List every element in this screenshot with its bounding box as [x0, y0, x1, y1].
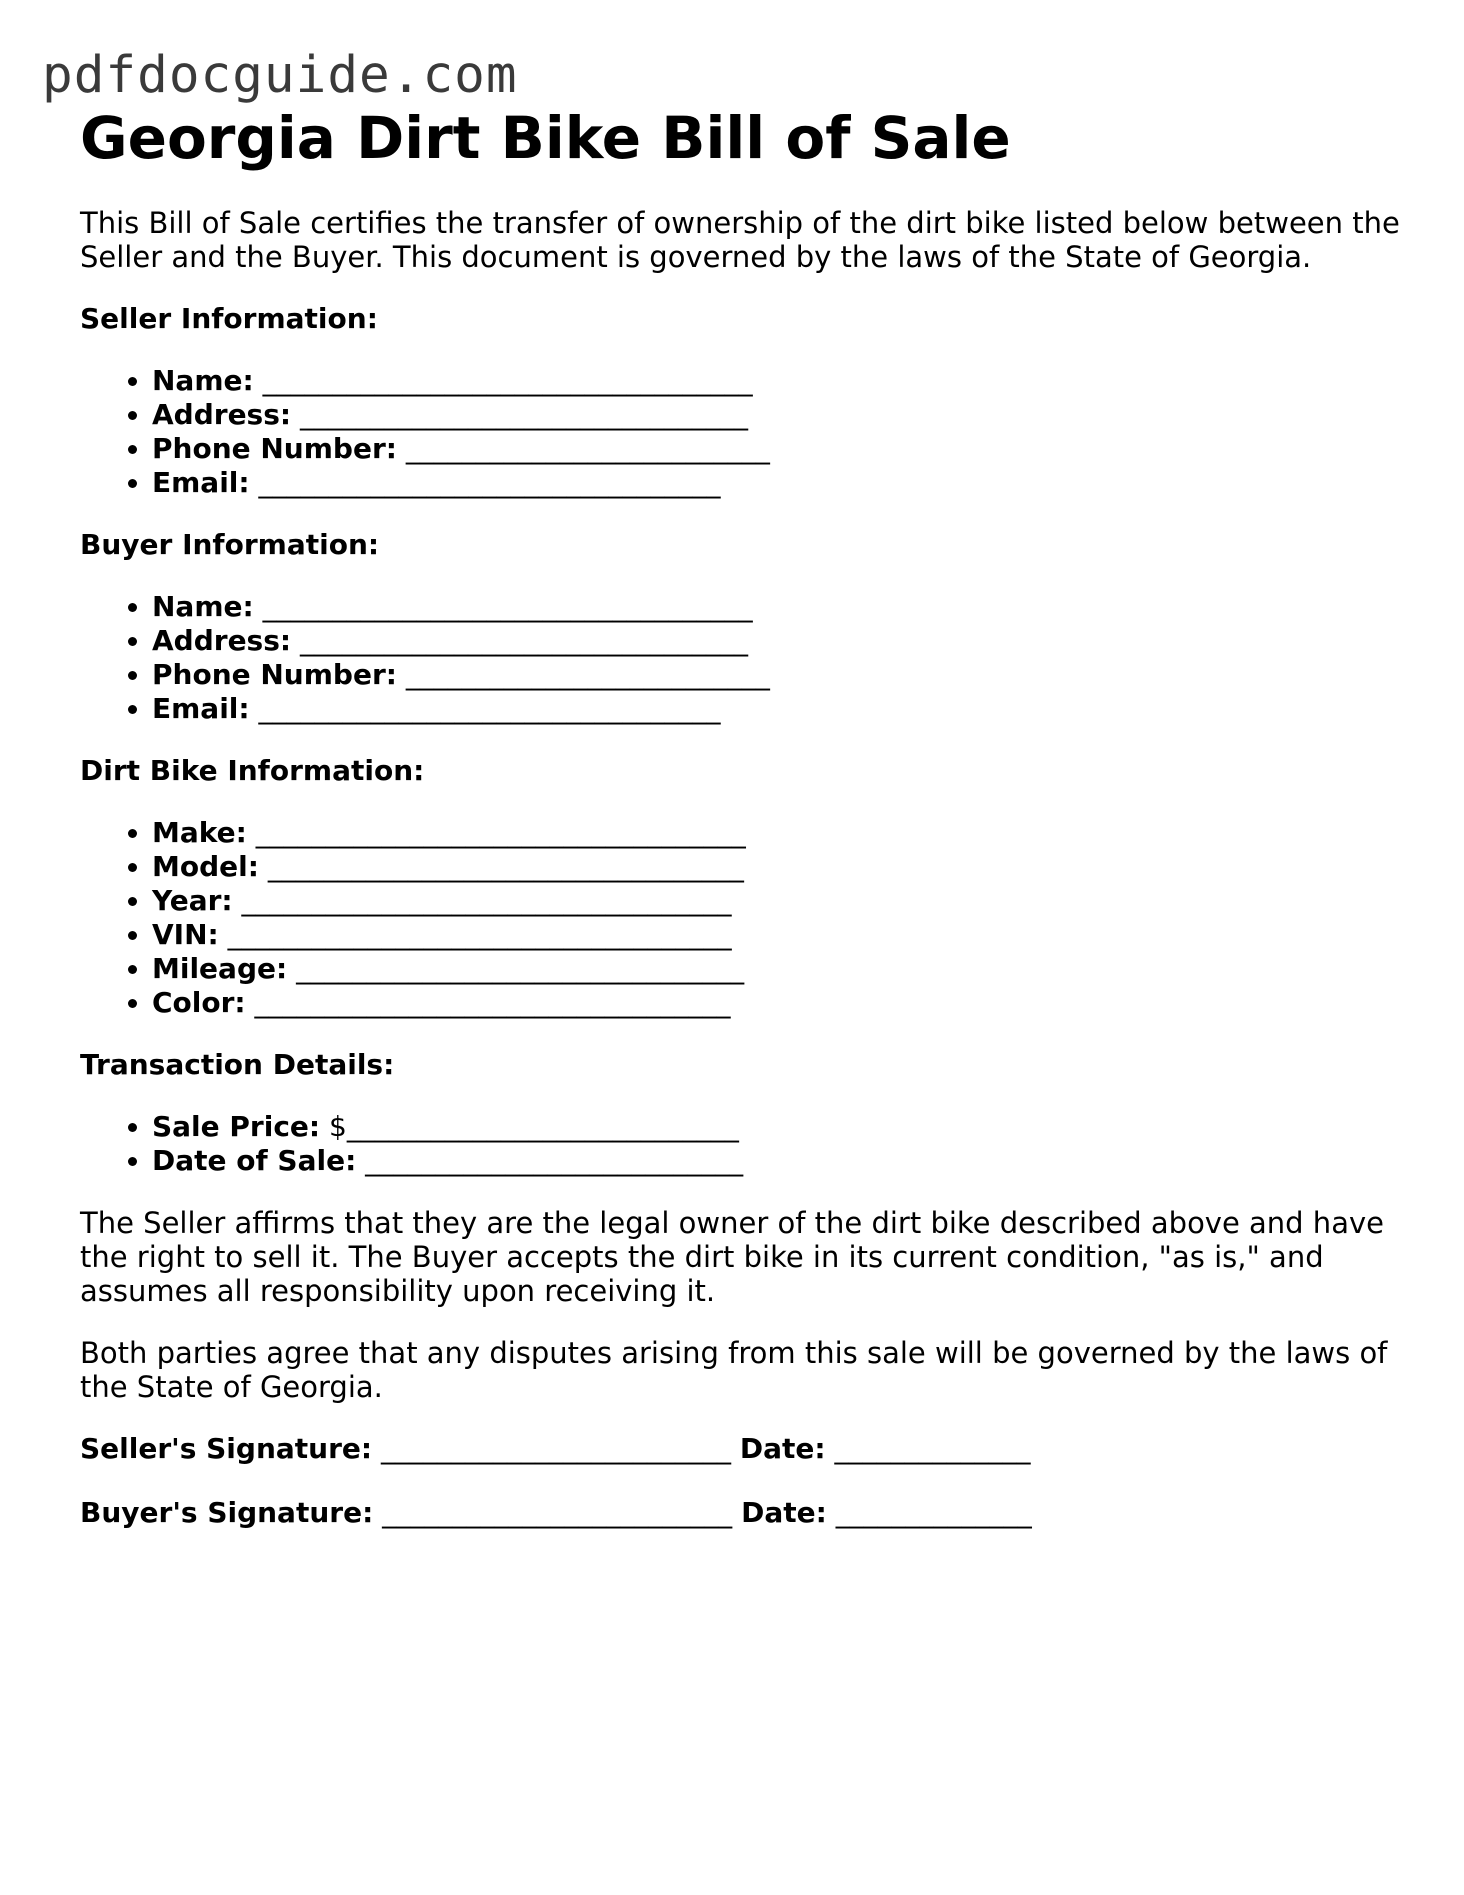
field-label: Date of Sale:: [152, 1144, 357, 1177]
intro-paragraph: This Bill of Sale certifies the transfer of ownership of the dirt bike listed below between the Seller and the Buyer. This document is governed by the laws of the State of Georgia.: [80, 206, 1400, 274]
field-label: Name:: [152, 364, 254, 397]
field-blank[interactable]: _________________________________: [249, 692, 721, 725]
transaction-section-heading: Transaction Details:: [80, 1048, 395, 1081]
field-blank[interactable]: ____________________________________: [218, 918, 732, 951]
field-blank[interactable]: ___________________________________: [232, 884, 732, 917]
field-label: Make:: [152, 816, 247, 849]
affirmation-paragraph: The Seller affirms that they are the legal owner of the dirt bike described above and have the right to sell it. The Buyer accepts the dirt bike in its current condition, "as is," and assumes all responsibility upon receiving it.: [80, 1206, 1384, 1308]
field-blank[interactable]: ___________________________________: [253, 364, 753, 397]
field-blank[interactable]: ___________________________: [356, 1144, 744, 1177]
buyer-phone-field[interactable]: [152, 658, 1400, 692]
field-label: Address:: [152, 398, 292, 431]
bike-color-field[interactable]: [152, 986, 1400, 1020]
field-label: Year:: [152, 884, 233, 917]
field-blank[interactable]: ________________________________: [291, 398, 748, 431]
buyer-name-field[interactable]: [152, 590, 1400, 624]
field-label: Address:: [152, 624, 292, 657]
field-label: Model:: [152, 850, 259, 883]
buyer-signature-row: [80, 1496, 1400, 1530]
signature-label: Buyer's Signature:: [80, 1496, 374, 1529]
field-blank[interactable]: ___________________________________: [246, 816, 746, 849]
field-blank[interactable]: $____________________________: [320, 1110, 739, 1143]
transaction-fields-list: [80, 1110, 1400, 1178]
seller-section-heading: Seller Information:: [80, 302, 378, 335]
field-blank[interactable]: __________________________: [396, 432, 770, 465]
seller-phone-field[interactable]: [152, 432, 1400, 466]
field-label: Name:: [152, 590, 254, 623]
bike-model-field[interactable]: [152, 850, 1400, 884]
date-of-sale-field[interactable]: [152, 1144, 1400, 1178]
buyer-email-field[interactable]: [152, 692, 1400, 726]
buyer-section-heading: Buyer Information:: [80, 528, 380, 561]
bike-fields-list: [80, 816, 1400, 1020]
field-blank[interactable]: ________________________________: [291, 624, 748, 657]
field-blank[interactable]: __________________________: [396, 658, 770, 691]
field-label: Sale Price:: [152, 1110, 321, 1143]
date-blank[interactable]: ______________: [825, 1432, 1031, 1465]
bike-section-heading: Dirt Bike Information:: [80, 754, 425, 787]
date-label: Date:: [741, 1496, 827, 1529]
bike-vin-field[interactable]: [152, 918, 1400, 952]
signature-label: Seller's Signature:: [80, 1432, 373, 1465]
buyer-address-field[interactable]: [152, 624, 1400, 658]
field-label: Email:: [152, 692, 250, 725]
field-blank[interactable]: __________________________________: [258, 850, 744, 883]
bike-make-field[interactable]: [152, 816, 1400, 850]
field-label: Phone Number:: [152, 658, 397, 691]
seller-address-field[interactable]: [152, 398, 1400, 432]
page-title: Georgia Dirt Bike Bill of Sale: [80, 104, 1011, 172]
field-label: Email:: [152, 466, 250, 499]
field-label: VIN:: [152, 918, 219, 951]
bike-year-field[interactable]: [152, 884, 1400, 918]
document-body: [80, 100, 1400, 1530]
bike-mileage-field[interactable]: [152, 952, 1400, 986]
date-blank[interactable]: ______________: [826, 1496, 1032, 1529]
seller-signature-row: [80, 1432, 1400, 1466]
sale-price-field[interactable]: [152, 1110, 1400, 1144]
watermark: pdfdocguide.com: [42, 46, 518, 105]
field-label: Mileage:: [152, 952, 288, 985]
field-blank[interactable]: ________________________________: [287, 952, 745, 985]
signature-blank[interactable]: _________________________: [373, 1496, 733, 1529]
buyer-fields-list: [80, 590, 1400, 726]
seller-email-field[interactable]: [152, 466, 1400, 500]
field-label: Color:: [152, 986, 246, 1019]
seller-name-field[interactable]: [152, 364, 1400, 398]
date-label: Date:: [739, 1432, 826, 1465]
seller-fields-list: [80, 364, 1400, 500]
signature-blank[interactable]: _________________________: [372, 1432, 731, 1465]
field-blank[interactable]: ___________________________________: [253, 590, 753, 623]
field-label: Phone Number:: [152, 432, 397, 465]
field-blank[interactable]: _________________________________: [249, 466, 721, 499]
field-blank[interactable]: __________________________________: [245, 986, 731, 1019]
disputes-paragraph: Both parties agree that any disputes arising from this sale will be governed by the laws of the State of Georgia.: [80, 1336, 1388, 1404]
